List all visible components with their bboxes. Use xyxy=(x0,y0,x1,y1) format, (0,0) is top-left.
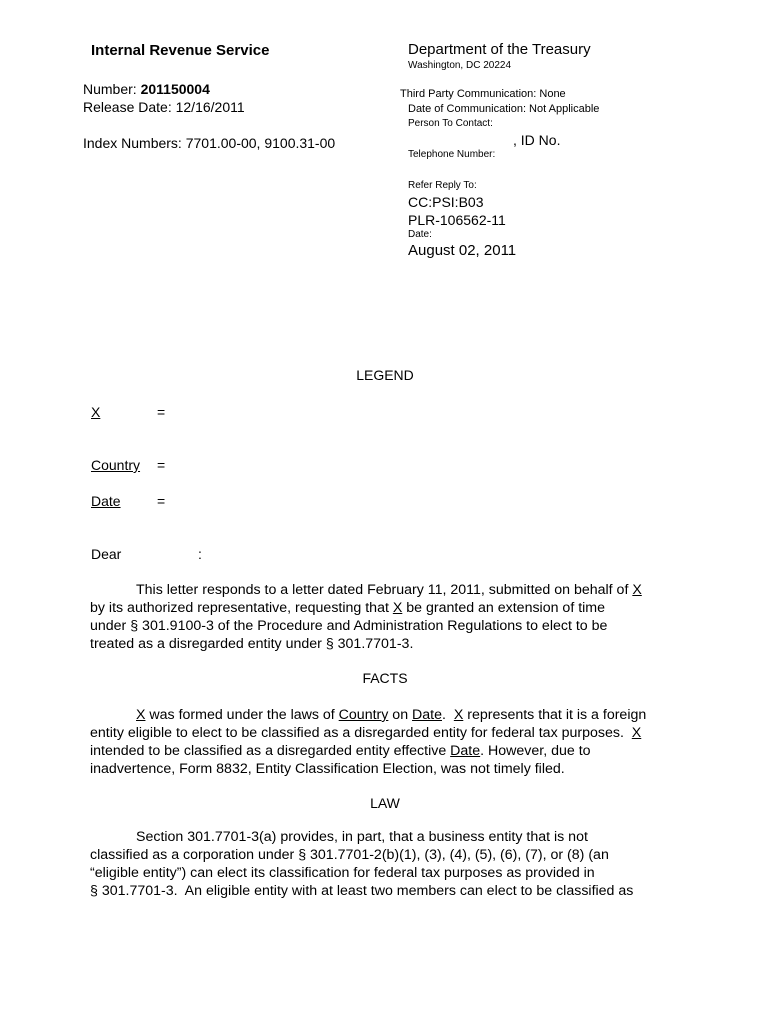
legend-equals: = xyxy=(157,404,166,420)
salutation-dear: Dear xyxy=(91,546,122,562)
paragraph-line: classified as a corporation under § 301.7701-2(b)(1), (3), (4), (5), (6), (7), or (8) (an xyxy=(90,847,609,863)
law-paragraph xyxy=(90,828,685,900)
paragraph-line: intended to be classified as a disregarded entity effective Date. However, due to xyxy=(90,743,591,759)
number-label: Number: xyxy=(83,81,137,97)
legend-term-country: Country xyxy=(91,457,141,473)
paragraph-line: inadvertence, Form 8832, Entity Classification Election, was not timely filed. xyxy=(90,761,565,777)
letter-date: August 02, 2011 xyxy=(408,242,517,259)
number-value: 201150004 xyxy=(140,81,210,97)
paragraph-line: X was formed under the laws of Country on Date. X represents that it is a foreign xyxy=(136,707,647,723)
paragraph-line: This letter responds to a letter dated February 11, 2011, submitted on behalf of X xyxy=(136,582,642,598)
legend-equals: = xyxy=(157,493,166,509)
legend-equals: = xyxy=(157,457,166,473)
refer-reply-label: Refer Reply To: xyxy=(408,180,477,191)
paragraph-line: Section 301.7701-3(a) provides, in part, that a business entity that is not xyxy=(136,829,588,845)
legend-term-date: Date xyxy=(91,493,121,509)
paragraph-line: under § 301.9100-3 of the Procedure and Administration Regulations to elect to be xyxy=(90,618,608,634)
index-numbers: Index Numbers: 7701.00-00, 9100.31-00 xyxy=(83,135,336,151)
intro-paragraph xyxy=(90,581,685,653)
ruling-number xyxy=(83,80,210,98)
law-heading: LAW xyxy=(370,795,400,811)
third-party-communication: Third Party Communication: None xyxy=(400,88,566,100)
agency-name: Internal Revenue Service xyxy=(91,42,270,59)
legend-heading: LEGEND xyxy=(356,367,414,383)
facts-paragraph xyxy=(90,706,685,778)
reply-code-office: CC:PSI:B03 xyxy=(408,194,484,210)
paragraph-line: § 301.7701-3. An eligible entity with at least two members can elect to be classified as xyxy=(90,883,634,899)
telephone-label: Telephone Number: xyxy=(408,149,496,160)
paragraph-line: entity eligible to elect to be classified as a disregarded entity for federal tax purposes. X xyxy=(90,725,642,741)
date-of-communication: Date of Communication: Not Applicable xyxy=(408,103,600,115)
person-to-contact-label: Person To Contact: xyxy=(408,118,493,129)
release-date: Release Date: 12/16/2011 xyxy=(83,99,245,115)
department-address: Washington, DC 20224 xyxy=(408,60,512,71)
date-label: Date: xyxy=(408,229,432,240)
salutation-colon: : xyxy=(198,546,202,562)
facts-heading: FACTS xyxy=(362,670,408,686)
department-name: Department of the Treasury xyxy=(408,41,591,58)
id-number-label: , ID No. xyxy=(513,132,561,148)
paragraph-line: treated as a disregarded entity under § 301.7701-3. xyxy=(90,636,414,652)
legend-term-x: X xyxy=(91,404,101,420)
paragraph-line: by its authorized representative, requesting that X be granted an extension of time xyxy=(90,600,606,616)
paragraph-line: “eligible entity”) can elect its classification for federal tax purposes as provided in xyxy=(90,865,595,881)
reply-code-plr: PLR-106562-11 xyxy=(408,212,506,228)
